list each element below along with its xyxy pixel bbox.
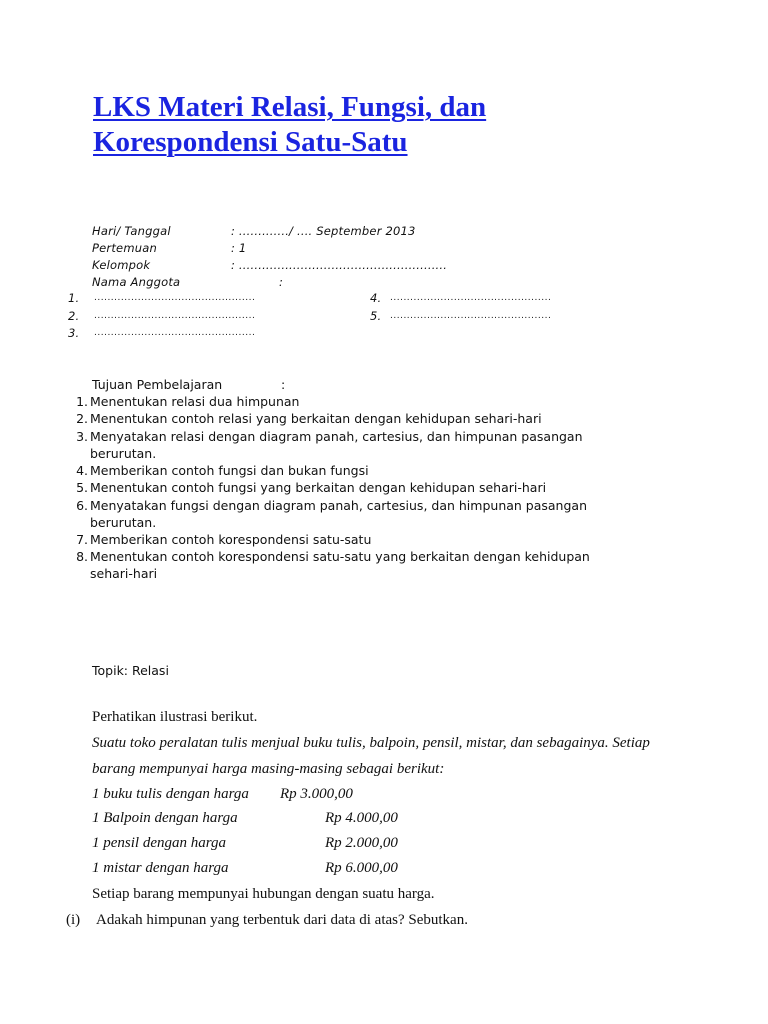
story-line-1	[92, 735, 650, 752]
price-item-1	[92, 786, 249, 803]
list-item-number: 6.	[76, 498, 88, 513]
price-item-4	[92, 860, 229, 877]
price-item-3	[92, 835, 226, 852]
member-num-3: 3.	[68, 326, 80, 340]
list-item-text: Menyatakan fungsi dengan diagram panah, cartesius, dan himpunan pasangan	[90, 498, 587, 513]
field-value-members: :	[279, 275, 284, 289]
list-item-text: Menentukan contoh relasi yang berkaitan dengan kehidupan sehari-hari	[90, 411, 542, 426]
price-value-3	[325, 835, 398, 852]
list-item-text-continued: berurutan.	[90, 515, 157, 530]
price-item-text: 1 Balpoin dengan harga	[92, 810, 238, 826]
member-num-5: 5.	[370, 309, 382, 323]
list-item-text: Menyatakan relasi dengan diagram panah, cartesius, dan himpunan pasangan	[90, 429, 583, 444]
question-text: Adakah himpunan yang terbentuk dari data di atas? Sebutkan.	[96, 912, 468, 928]
price-item-text: 1 pensil dengan harga	[92, 835, 227, 851]
field-label-date: Hari/ Tanggal	[92, 224, 171, 238]
list-item-number: 3.	[76, 429, 88, 444]
list-item-text: Memberikan contoh fungsi dan bukan fungsi	[90, 463, 369, 478]
objectives-heading: Tujuan Pembelajaran	[92, 377, 223, 392]
member-num-4: 4.	[370, 291, 382, 305]
title-line-1: LKS Materi Relasi, Fungsi, dan	[93, 91, 487, 123]
topic-heading: Topik: Relasi	[92, 663, 169, 678]
member-blank-5: ................................................	[390, 311, 552, 321]
list-item-text: Memberikan contoh korespondensi satu-satu	[90, 532, 372, 547]
price-value-1	[280, 786, 353, 803]
list-item-number: 4.	[76, 463, 88, 478]
list-item-number: 2.	[76, 411, 88, 426]
field-value-group: : ......................................................	[231, 258, 448, 272]
list-item-number: 1.	[76, 394, 88, 409]
list-item-number: 5.	[76, 480, 88, 495]
price-value-2	[325, 810, 398, 827]
intro-text: Perhatikan ilustrasi berikut.	[92, 709, 258, 725]
field-value-date: : ............./ .... September 2013	[231, 224, 416, 238]
member-num-1: 1.	[68, 291, 80, 305]
list-item-text: Menentukan contoh korespondensi satu-satu yang berkaitan dengan kehidupan	[90, 549, 590, 564]
title-line-2: Korespondensi Satu-Satu	[93, 126, 408, 158]
story-line-2	[92, 761, 444, 778]
field-label-group: Kelompok	[92, 258, 151, 272]
price-value-4	[325, 860, 398, 877]
price-value-text: Rp 6.000,00	[325, 860, 398, 876]
closing-text: Setiap barang mempunyai hubungan dengan suatu harga.	[92, 886, 435, 902]
list-item-text: Menentukan relasi dua himpunan	[90, 394, 300, 409]
field-label-meeting: Pertemuan	[92, 241, 157, 255]
price-value-text: Rp 3.000,00	[280, 786, 353, 802]
member-num-2: 2.	[68, 309, 80, 323]
member-blank-4: ................................................	[390, 293, 552, 303]
price-item-2	[92, 810, 238, 827]
price-value-text: Rp 4.000,00	[325, 810, 398, 826]
list-item-text-continued: berurutan.	[90, 446, 157, 461]
field-label-members: Nama Anggota	[92, 275, 181, 289]
list-item-text: Menentukan contoh fungsi yang berkaitan dengan kehidupan sehari-hari	[90, 480, 547, 495]
question-number: (i)	[66, 912, 81, 928]
price-item-text: 1 buku tulis dengan harga	[92, 786, 249, 802]
objectives-heading-colon: :	[281, 377, 286, 392]
list-item-number: 7.	[76, 532, 88, 547]
price-value-text: Rp 2.000,00	[325, 835, 398, 851]
story-line-2-text: barang mempunyai harga masing-masing sebagai berikut:	[92, 761, 445, 777]
member-blank-1: ................................................	[94, 293, 256, 303]
member-blank-3: ................................................	[94, 328, 256, 338]
field-value-meeting: : 1	[231, 241, 247, 255]
list-item-text-continued: sehari-hari	[90, 566, 158, 581]
document-title[interactable]	[93, 90, 486, 160]
list-item-number: 8.	[76, 549, 88, 564]
price-item-text: 1 mistar dengan harga	[92, 860, 229, 876]
story-line-1-text: Suatu toko peralatan tulis menjual buku tulis, balpoin, pensil, mistar, dan sebagainya. Setiap	[92, 735, 650, 751]
member-blank-2: ................................................	[94, 311, 256, 321]
